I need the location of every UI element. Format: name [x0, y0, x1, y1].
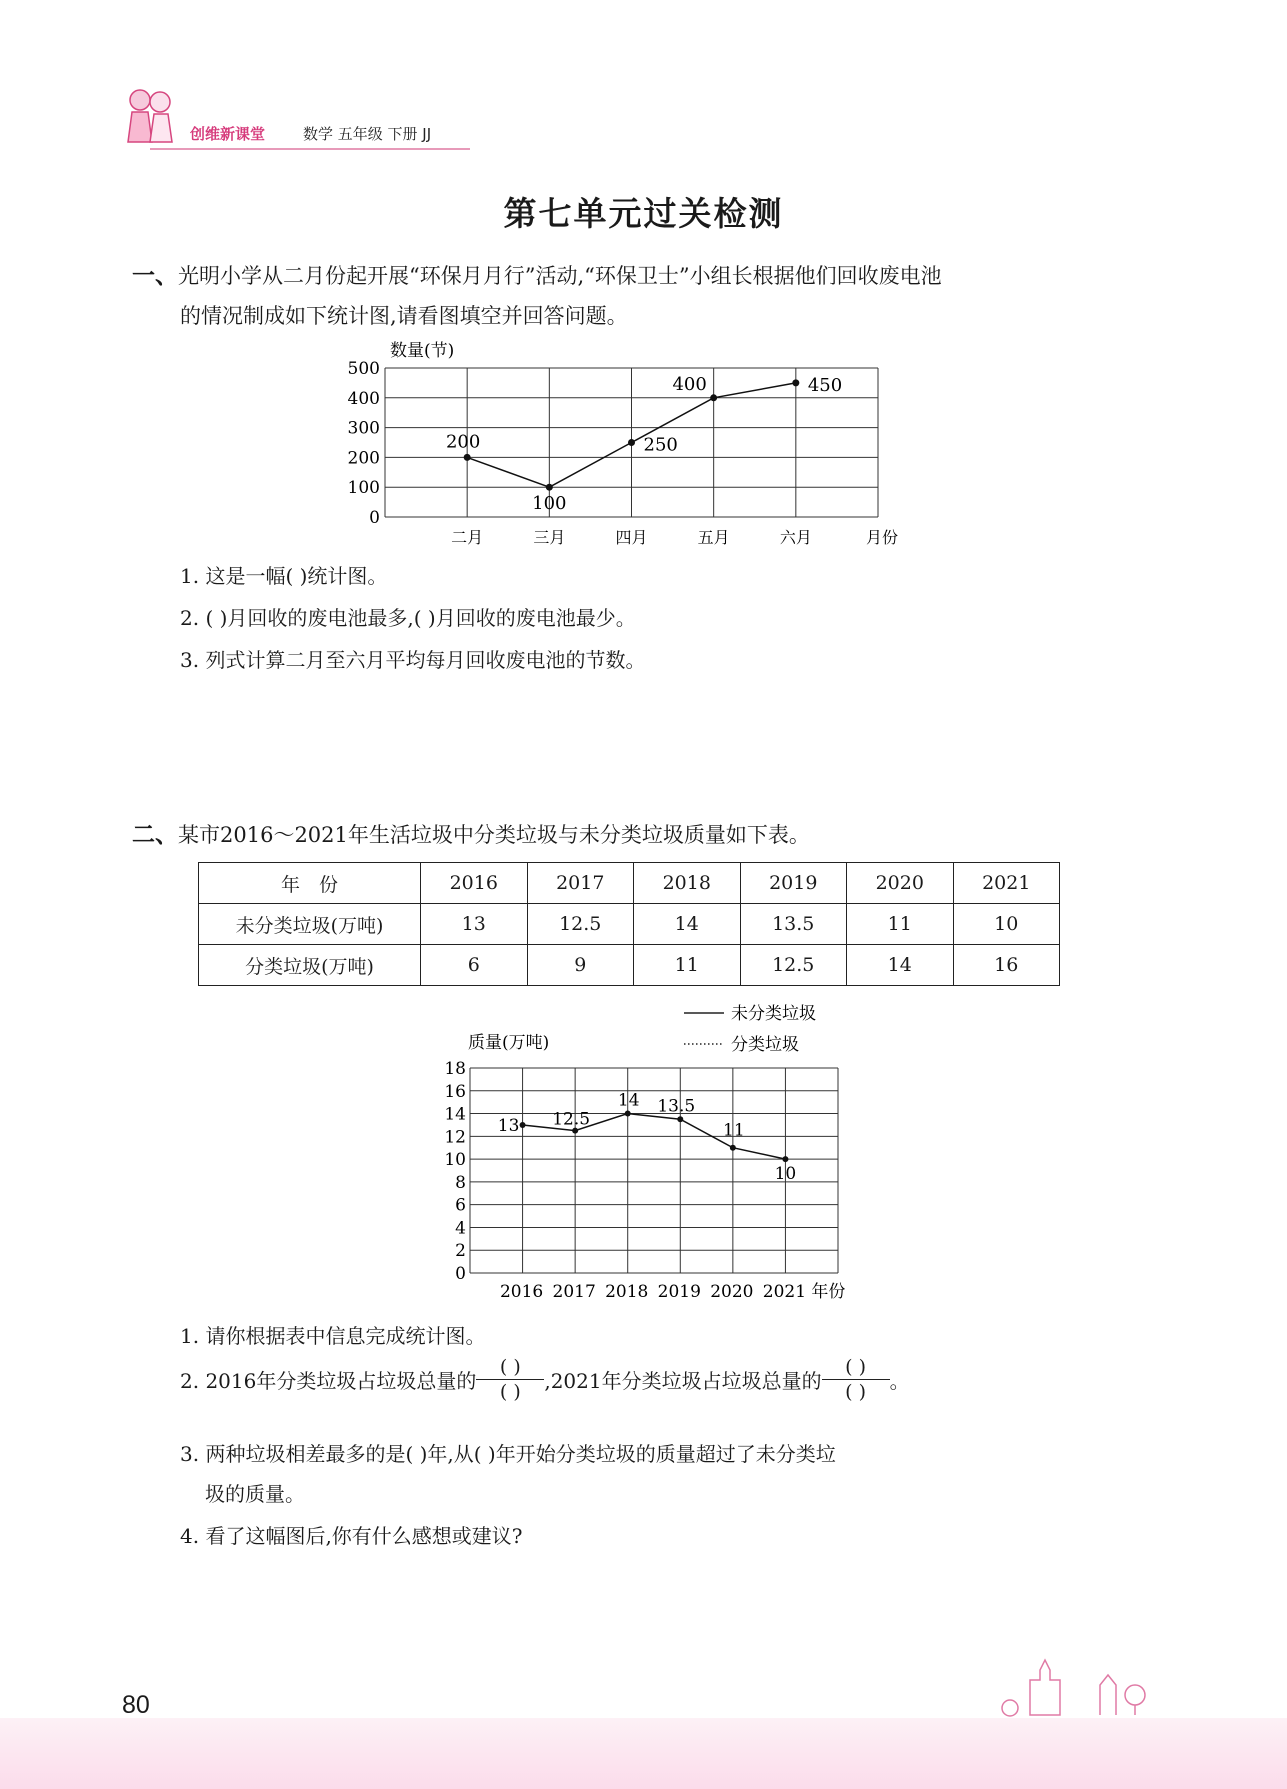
- x-tick-label: 2018: [605, 1282, 649, 1302]
- y-tick-label: 6: [455, 1195, 466, 1216]
- y-tick-label: 4: [455, 1218, 466, 1239]
- data-point: [730, 1145, 736, 1151]
- chart1-axes: [348, 341, 898, 547]
- garbage-table: [198, 862, 1060, 986]
- y-tick-label: 200: [347, 448, 380, 469]
- legend-label: 分类垃圾: [731, 1035, 799, 1055]
- y-tick-label: 16: [444, 1081, 466, 1102]
- table-cell: 2021: [953, 863, 1060, 904]
- data-label: 13: [497, 1115, 520, 1136]
- table-cell: 12.5: [740, 945, 847, 986]
- q2-heading: [132, 815, 810, 855]
- x-tick-label: 四月: [615, 528, 648, 547]
- x-axis-label: 月份: [865, 528, 899, 547]
- q2-sub2-part3: 。: [889, 1369, 910, 1393]
- y-tick-label: 10: [444, 1150, 466, 1171]
- table-cell: 12.5: [527, 904, 634, 945]
- q2-sub2: [180, 1356, 910, 1403]
- table-cell: 2019: [740, 863, 847, 904]
- data-point: [546, 484, 553, 491]
- y-tick-label: 18: [444, 1059, 466, 1079]
- y-tick-label: 400: [347, 388, 380, 409]
- x-axis-label: 年份: [811, 1282, 846, 1302]
- q1-sub2: 2. ( )月回收的废电池最多,( )月回收的废电池最少。: [180, 606, 636, 630]
- data-point: [782, 1156, 788, 1162]
- fraction-denominator: ( ): [499, 1381, 521, 1403]
- chart2-marks: [498, 1091, 796, 1185]
- page-title: 第七单元过关检测: [503, 194, 784, 233]
- y-tick-label: 12: [444, 1127, 466, 1148]
- q2-sub2-part2: ,2021年分类垃圾占垃圾总量的: [544, 1369, 822, 1393]
- data-point: [520, 1122, 526, 1128]
- chart2-legend: [684, 1004, 816, 1055]
- q2-text: 某市2016～2021年生活垃圾中分类垃圾与未分类垃圾质量如下表。: [178, 823, 810, 847]
- x-tick-label: 2020: [710, 1282, 754, 1302]
- table-cell: 11: [847, 904, 954, 945]
- y-tick-label: 100: [347, 478, 380, 499]
- table-row: [199, 904, 1060, 945]
- x-tick-label: 2021: [762, 1282, 807, 1302]
- castle-decoration: [990, 1650, 1170, 1720]
- fraction-numerator: ( ): [845, 1356, 867, 1378]
- x-tick-label: 2019: [657, 1282, 701, 1302]
- table-cell: 年 份: [199, 863, 421, 904]
- q2-sub3-line1: 3. 两种垃圾相差最多的是( )年,从( )年开始分类垃圾的质量超过了未分类垃: [180, 1442, 836, 1466]
- y-tick-label: 8: [455, 1172, 466, 1193]
- table-cell: 16: [953, 945, 1060, 986]
- table-cell: 14: [634, 904, 741, 945]
- table-cell: 9: [527, 945, 634, 986]
- q1-text-line1: 光明小学从二月份起开展“环保月月行”活动,“环保卫士”小组长根据他们回收废电池: [178, 264, 942, 288]
- y-tick-label: 500: [347, 359, 380, 379]
- header-divider: [150, 148, 470, 150]
- fraction-blank-2021[interactable]: [822, 1356, 890, 1403]
- y-tick-label: 14: [444, 1104, 466, 1125]
- y-tick-label: 0: [455, 1264, 466, 1284]
- y-tick-label: 2: [455, 1241, 466, 1262]
- battery-line-chart: [340, 335, 920, 555]
- q1-number: 一、: [132, 263, 178, 289]
- data-label: 10: [774, 1164, 797, 1185]
- data-label: 400: [672, 373, 707, 395]
- brand-name: 创维新课堂: [190, 125, 266, 143]
- data-label: 11: [723, 1120, 745, 1141]
- y-axis-label: 数量(节): [390, 341, 455, 361]
- q1-sub1: 1. 这是一幅( )统计图。: [180, 564, 388, 588]
- x-tick-label: 五月: [697, 528, 730, 547]
- q2-number: 二、: [132, 822, 178, 848]
- y-axis-label: 质量(万吨): [468, 1033, 550, 1053]
- table-cell: 11: [634, 945, 741, 986]
- data-label: 250: [643, 434, 678, 456]
- legend-label: 未分类垃圾: [731, 1004, 816, 1024]
- table-cell: 分类垃圾(万吨): [199, 945, 421, 986]
- subject-info: 数学 五年级 下册 JJ: [303, 125, 432, 143]
- q2-sub4: 4. 看了这幅图后,你有什么感想或建议?: [180, 1524, 523, 1548]
- table-cell: 2016: [421, 863, 528, 904]
- x-tick-label: 2016: [499, 1282, 544, 1302]
- data-point: [677, 1116, 683, 1122]
- data-label: 100: [532, 493, 567, 515]
- data-label: 200: [445, 431, 481, 453]
- q2-sub2-part1: 2. 2016年分类垃圾占垃圾总量的: [180, 1369, 477, 1393]
- q2-sub1: 1. 请你根据表中信息完成统计图。: [180, 1324, 486, 1348]
- garbage-line-chart: [420, 990, 900, 1310]
- data-point: [628, 439, 635, 446]
- table-cell: 13: [421, 904, 528, 945]
- table-cell: 2018: [634, 863, 741, 904]
- data-label: 13.5: [657, 1096, 696, 1117]
- fraction-numerator: ( ): [499, 1356, 521, 1378]
- q2-sub3-line2: 圾的质量。: [205, 1482, 305, 1506]
- table-cell: 13.5: [740, 904, 847, 945]
- fraction-blank-2016[interactable]: [476, 1356, 544, 1403]
- table-cell: 14: [847, 945, 954, 986]
- x-tick-label: 三月: [533, 528, 566, 547]
- x-tick-label: 二月: [451, 528, 484, 547]
- data-point: [792, 379, 799, 386]
- data-label: 450: [807, 374, 843, 396]
- page-number: 80: [122, 1691, 150, 1719]
- y-tick-label: 0: [369, 508, 380, 528]
- fraction-bar: [822, 1379, 890, 1380]
- data-label: 12.5: [552, 1109, 591, 1130]
- table-cell: 未分类垃圾(万吨): [199, 904, 421, 945]
- chart1-marks: [446, 374, 842, 514]
- table-cell: 2017: [527, 863, 634, 904]
- data-point: [710, 394, 717, 401]
- fraction-denominator: ( ): [845, 1381, 867, 1403]
- table-row: [199, 945, 1060, 986]
- fraction-bar: [476, 1379, 544, 1380]
- table-header-row: [199, 863, 1060, 904]
- footer-band: [0, 1718, 1287, 1789]
- table-cell: 10: [953, 904, 1060, 945]
- q1-heading: [132, 256, 942, 296]
- data-point: [625, 1111, 631, 1117]
- q1-text-line2: 的情况制成如下统计图,请看图填空并回答问题。: [180, 304, 628, 328]
- data-point: [464, 454, 471, 461]
- y-tick-label: 300: [347, 418, 380, 439]
- data-label: 14: [617, 1090, 640, 1111]
- table-cell: 2020: [847, 863, 954, 904]
- q1-sub3: 3. 列式计算二月至六月平均每月回收废电池的节数。: [180, 648, 646, 672]
- x-tick-label: 六月: [779, 528, 812, 547]
- table-cell: 6: [421, 945, 528, 986]
- x-tick-label: 2017: [552, 1282, 596, 1302]
- mascot-illustration: [118, 82, 188, 152]
